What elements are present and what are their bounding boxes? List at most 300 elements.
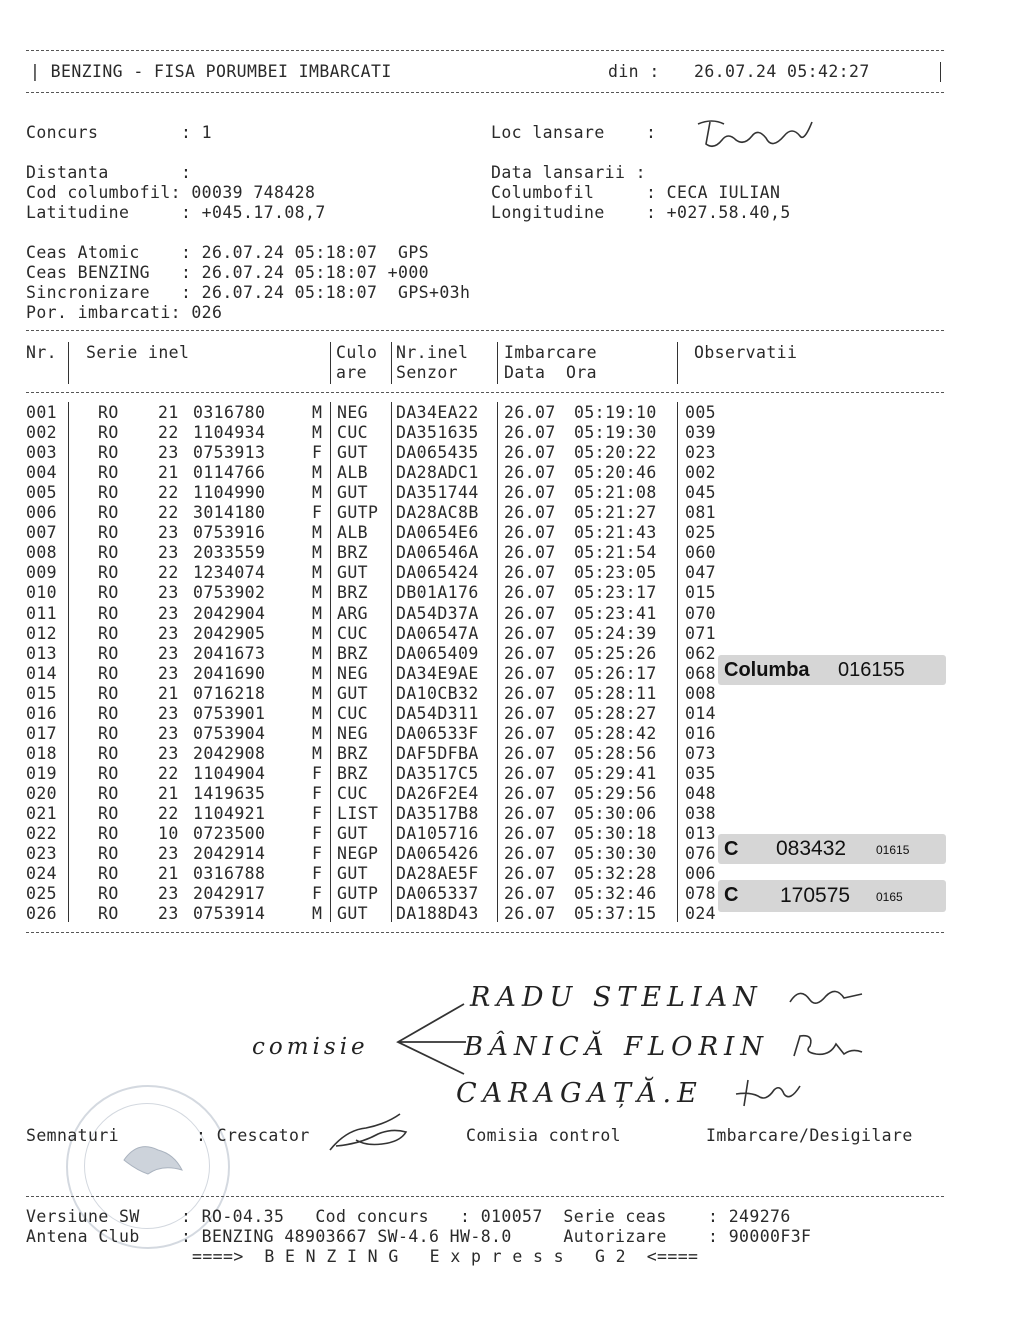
cell-ora: 05:37:15 — [574, 904, 657, 924]
cell-sex: F — [312, 844, 323, 864]
cell-sex: M — [312, 463, 323, 483]
body-bar-observatii — [677, 402, 678, 922]
cell-an: 23 — [158, 884, 179, 904]
table-row — [26, 724, 726, 744]
table-row — [26, 624, 726, 644]
cell-culoare: BRZ — [337, 743, 369, 763]
cell-obs: 047 — [685, 563, 717, 583]
cell-inel: 0753916 — [193, 523, 266, 543]
cell-ora: 05:21:27 — [574, 503, 657, 523]
cell-inel: 1419635 — [193, 783, 266, 803]
cell-sex: M — [312, 723, 323, 743]
cell-an: 22 — [158, 563, 179, 583]
cell-senzor: DA28AC8B — [396, 503, 479, 523]
rule-title — [26, 92, 944, 93]
cell-culoare: BRZ — [337, 543, 369, 563]
cell-inel: 0316780 — [193, 403, 266, 422]
cell-data: 26.07 — [504, 783, 556, 803]
cell-culoare: GUTP — [337, 503, 379, 523]
cell-an: 23 — [158, 844, 179, 864]
signature-2 — [790, 1030, 866, 1064]
cell-an: 23 — [158, 623, 179, 643]
cell-ora: 05:25:26 — [574, 643, 657, 663]
cell-sex: M — [312, 603, 323, 623]
columba-sticker-3 — [718, 880, 946, 912]
cell-tara: RO — [98, 443, 119, 463]
cell-culoare: GUT — [337, 443, 369, 463]
header-bar-observatii — [677, 342, 678, 384]
cell-inel: 2042908 — [193, 743, 266, 763]
cell-inel: 2042904 — [193, 603, 266, 623]
cell-senzor: DA34E9AE — [396, 663, 479, 683]
cell-data: 26.07 — [504, 703, 556, 723]
cell-an: 23 — [158, 543, 179, 563]
cell-sex: M — [312, 563, 323, 583]
cell-senzor: DA3517C5 — [396, 763, 479, 783]
commission-name-3: CARAGAȚĂ.E — [456, 1078, 703, 1109]
cell-obs: 048 — [685, 783, 717, 803]
cell-sex: M — [312, 403, 323, 422]
cell-tara: RO — [98, 723, 119, 743]
cell-senzor: DA54D37A — [396, 603, 479, 623]
cell-culoare: NEGP — [337, 844, 379, 864]
document-title: | BENZING - FISA PORUMBEI IMBARCATI — [30, 62, 392, 81]
cell-obs: 014 — [685, 703, 717, 723]
cell-data: 26.07 — [504, 443, 556, 463]
longitudine-field: Longitudine : +027.58.40,5 — [491, 203, 791, 222]
cell-senzor: DA3517B8 — [396, 804, 479, 823]
ceas-benzing-field: Ceas BENZING : 26.07.24 05:18:07 +000 — [26, 263, 430, 282]
cell-sex: M — [312, 423, 323, 443]
cell-inel: 0316788 — [193, 864, 266, 884]
col-header-culoare-1: Culo — [336, 343, 378, 362]
cell-nr: 008 — [26, 543, 58, 563]
cell-inel: 2042914 — [193, 844, 266, 864]
cell-ora: 05:23:17 — [574, 583, 657, 603]
cell-an: 23 — [158, 904, 179, 924]
cell-data: 26.07 — [504, 904, 556, 924]
cell-nr: 004 — [26, 463, 58, 483]
por-imbarcati-field: Por. imbarcati: 026 — [26, 303, 223, 322]
table-row — [26, 604, 726, 624]
cell-nr: 015 — [26, 683, 58, 703]
cell-tara: RO — [98, 503, 119, 523]
cell-sex: M — [312, 583, 323, 603]
sticker-3-small: 0165 — [876, 890, 903, 904]
cell-culoare: GUT — [337, 563, 369, 583]
cell-nr: 001 — [26, 403, 58, 422]
cell-tara: RO — [98, 804, 119, 823]
cell-tara: RO — [98, 763, 119, 783]
columba-sticker-1 — [718, 655, 946, 685]
footer-antena-line: Antena Club : BENZING 48903667 SW-4.6 HW-8.0 Autorizare : 90000F3F — [26, 1227, 812, 1246]
cell-inel: 2042917 — [193, 884, 266, 904]
cell-nr: 019 — [26, 763, 58, 783]
cell-senzor: DA351635 — [396, 423, 479, 443]
cell-an: 22 — [158, 423, 179, 443]
cell-inel: 1104990 — [193, 483, 266, 503]
cell-an: 21 — [158, 783, 179, 803]
cell-culoare: CUC — [337, 783, 369, 803]
cod-columbofil-field: Cod columbofil: 00039 748428 — [26, 183, 316, 202]
cell-sex: F — [312, 783, 323, 803]
cell-tara: RO — [98, 463, 119, 483]
col-header-observatii: Observatii — [694, 343, 798, 362]
cell-inel: 0716218 — [193, 683, 266, 703]
cell-obs: 023 — [685, 443, 717, 463]
cell-sex: M — [312, 623, 323, 643]
cell-ora: 05:32:28 — [574, 864, 657, 884]
cell-sex: F — [312, 804, 323, 823]
imbarcare-desigilare-label: Imbarcare/Desigilare — [706, 1126, 913, 1145]
cell-inel: 3014180 — [193, 503, 266, 523]
cell-culoare: ALB — [337, 523, 369, 543]
col-header-nr-inel-1: Nr.inel — [396, 343, 469, 362]
cell-tara: RO — [98, 563, 119, 583]
cell-an: 23 — [158, 663, 179, 683]
header-bar-culoare — [330, 342, 331, 384]
header-bar-nrinel — [391, 342, 392, 384]
col-header-serie-inel: Serie inel — [86, 343, 190, 362]
sticker-3-number: 170575 — [780, 884, 851, 907]
cell-nr: 018 — [26, 743, 58, 763]
cell-senzor: DA28AE5F — [396, 864, 479, 884]
cell-obs: 071 — [685, 623, 717, 643]
comisie-label: comisie — [252, 1034, 369, 1060]
cell-ora: 05:30:18 — [574, 824, 657, 844]
cell-obs: 013 — [685, 824, 717, 844]
cell-obs: 006 — [685, 864, 717, 884]
cell-culoare: NEG — [337, 403, 369, 422]
cell-sex: M — [312, 904, 323, 924]
cell-obs: 068 — [685, 663, 717, 683]
cell-an: 22 — [158, 804, 179, 823]
sticker-2-prefix: C — [724, 838, 739, 860]
distanta-field: Distanta : — [26, 163, 192, 182]
rule-table-header — [26, 392, 944, 393]
cell-culoare: CUC — [337, 423, 369, 443]
cell-inel: 0114766 — [193, 463, 266, 483]
cell-culoare: ARG — [337, 603, 369, 623]
cell-sex: F — [312, 864, 323, 884]
cell-ora: 05:19:30 — [574, 423, 657, 443]
cell-tara: RO — [98, 703, 119, 723]
concurs-field: Concurs : 1 — [26, 123, 213, 142]
cell-nr: 006 — [26, 503, 58, 523]
cell-tara: RO — [98, 483, 119, 503]
table-row — [26, 784, 726, 804]
comisia-control-label: Comisia control — [466, 1126, 622, 1145]
cell-tara: RO — [98, 844, 119, 864]
cell-inel: 1104904 — [193, 763, 266, 783]
cell-tara: RO — [98, 743, 119, 763]
cell-data: 26.07 — [504, 503, 556, 523]
cell-an: 23 — [158, 743, 179, 763]
cell-data: 26.07 — [504, 463, 556, 483]
cell-culoare: GUT — [337, 483, 369, 503]
cell-inel: 0753914 — [193, 904, 266, 924]
sticker-2-small: 01615 — [876, 843, 910, 857]
cell-tara: RO — [98, 783, 119, 803]
cell-data: 26.07 — [504, 683, 556, 703]
ceas-atomic-field: Ceas Atomic : 26.07.24 05:18:07 GPS — [26, 243, 430, 262]
cell-ora: 05:29:56 — [574, 783, 657, 803]
cell-data: 26.07 — [504, 723, 556, 743]
cell-sex: F — [312, 503, 323, 523]
cell-an: 23 — [158, 603, 179, 623]
col-header-culoare-2: are — [336, 363, 368, 382]
semnaturi-label: Semnaturi — [26, 1126, 120, 1145]
cell-sex: F — [312, 443, 323, 463]
cell-nr: 007 — [26, 523, 58, 543]
cell-senzor: DA34EA22 — [396, 403, 479, 422]
body-bar-nrinel — [391, 402, 392, 922]
cell-ora: 05:28:42 — [574, 723, 657, 743]
cell-culoare: GUT — [337, 824, 369, 844]
title-right-bar — [940, 62, 941, 82]
cell-ora: 05:28:56 — [574, 743, 657, 763]
table-row — [26, 483, 726, 503]
cell-data: 26.07 — [504, 763, 556, 783]
cell-obs: 016 — [685, 723, 717, 743]
cell-nr: 012 — [26, 623, 58, 643]
cell-tara: RO — [98, 403, 119, 422]
cell-ora: 05:21:08 — [574, 483, 657, 503]
sincronizare-field: Sincronizare : 26.07.24 05:18:07 GPS+03h — [26, 283, 471, 302]
cell-ora: 05:29:41 — [574, 763, 657, 783]
cell-senzor: DA065337 — [396, 884, 479, 904]
cell-culoare: GUT — [337, 904, 369, 924]
cell-nr: 013 — [26, 643, 58, 663]
table-row — [26, 824, 726, 844]
cell-obs: 076 — [685, 844, 717, 864]
cell-an: 21 — [158, 403, 179, 422]
sticker-3-prefix: C — [724, 884, 739, 906]
cell-an: 21 — [158, 864, 179, 884]
cell-inel: 0753913 — [193, 443, 266, 463]
cell-ora: 05:23:05 — [574, 563, 657, 583]
cell-an: 23 — [158, 523, 179, 543]
cell-tara: RO — [98, 683, 119, 703]
comisie-bracket — [392, 998, 472, 1078]
table-row — [26, 864, 726, 884]
table-row — [26, 764, 726, 784]
cell-ora: 05:20:46 — [574, 463, 657, 483]
cell-culoare: GUT — [337, 864, 369, 884]
cell-culoare: BRZ — [337, 763, 369, 783]
signature-3 — [730, 1072, 806, 1112]
cell-nr: 011 — [26, 603, 58, 623]
cell-culoare: ALB — [337, 463, 369, 483]
cell-data: 26.07 — [504, 583, 556, 603]
cell-data: 26.07 — [504, 743, 556, 763]
cell-nr: 025 — [26, 884, 58, 904]
cell-senzor: DA26F2E4 — [396, 783, 479, 803]
cell-culoare: GUT — [337, 683, 369, 703]
cell-obs: 073 — [685, 743, 717, 763]
footer-versiune-line: Versiune SW : RO-04.35 Cod concurs : 010057 Serie ceas : 249276 — [26, 1207, 791, 1226]
cell-sex: M — [312, 743, 323, 763]
cell-sex: M — [312, 523, 323, 543]
cell-senzor: DA0654E6 — [396, 523, 479, 543]
table-row — [26, 884, 726, 904]
cell-nr: 024 — [26, 864, 58, 884]
cell-sex: M — [312, 643, 323, 663]
cell-senzor: DA065409 — [396, 643, 479, 663]
table-row — [26, 403, 726, 423]
cell-sex: M — [312, 483, 323, 503]
cell-inel: 1104921 — [193, 804, 266, 823]
cell-obs: 060 — [685, 543, 717, 563]
cell-nr: 017 — [26, 723, 58, 743]
cell-ora: 05:30:06 — [574, 804, 657, 823]
col-header-imbarcare-1: Imbarcare — [504, 343, 598, 362]
crescator-label: : Crescator — [196, 1126, 310, 1145]
cell-inel: 2041673 — [193, 643, 266, 663]
cell-an: 21 — [158, 683, 179, 703]
cell-obs: 024 — [685, 904, 717, 924]
cell-inel: 2042905 — [193, 623, 266, 643]
cell-obs: 005 — [685, 403, 717, 422]
cell-senzor: DAF5DFBA — [396, 743, 479, 763]
cell-senzor: DA188D43 — [396, 904, 479, 924]
cell-senzor: DA065426 — [396, 844, 479, 864]
cell-senzor: DA105716 — [396, 824, 479, 844]
cell-an: 22 — [158, 483, 179, 503]
cell-nr: 020 — [26, 783, 58, 803]
table-row — [26, 804, 726, 824]
cell-an: 21 — [158, 463, 179, 483]
table-row — [26, 684, 726, 704]
cell-inel: 0753902 — [193, 583, 266, 603]
table-row — [26, 644, 726, 664]
cell-sex: F — [312, 763, 323, 783]
cell-sex: M — [312, 663, 323, 683]
cell-obs: 070 — [685, 603, 717, 623]
footer-brand-line: ====> B E N Z I N G E x p r e s s G 2 <==== — [192, 1247, 699, 1266]
cell-obs: 025 — [685, 523, 717, 543]
table-row — [26, 463, 726, 483]
cell-an: 23 — [158, 643, 179, 663]
cell-tara: RO — [98, 543, 119, 563]
cell-sex: M — [312, 543, 323, 563]
table-row — [26, 523, 726, 543]
cell-tara: RO — [98, 643, 119, 663]
cell-nr: 021 — [26, 804, 58, 823]
cell-ora: 05:28:11 — [574, 683, 657, 703]
cell-ora: 05:19:10 — [574, 403, 657, 422]
signature-1 — [786, 984, 866, 1014]
cell-senzor: DA065424 — [396, 563, 479, 583]
cell-obs: 045 — [685, 483, 717, 503]
cell-obs: 039 — [685, 423, 717, 443]
cell-data: 26.07 — [504, 523, 556, 543]
cell-an: 23 — [158, 723, 179, 743]
cell-nr: 010 — [26, 583, 58, 603]
cell-culoare: LIST — [337, 804, 379, 823]
cell-inel: 0753904 — [193, 723, 266, 743]
cell-nr: 009 — [26, 563, 58, 583]
sticker-1-number: 016155 — [838, 659, 905, 681]
cell-culoare: NEG — [337, 723, 369, 743]
cell-inel: 0753901 — [193, 703, 266, 723]
cell-an: 23 — [158, 583, 179, 603]
cell-culoare: BRZ — [337, 583, 369, 603]
cell-sex: M — [312, 683, 323, 703]
cell-culoare: GUTP — [337, 884, 379, 904]
cell-sex: M — [312, 703, 323, 723]
cell-tara: RO — [98, 884, 119, 904]
cell-obs: 015 — [685, 583, 717, 603]
cell-ora: 05:28:27 — [574, 703, 657, 723]
cell-senzor: DA351744 — [396, 483, 479, 503]
cell-data: 26.07 — [504, 423, 556, 443]
cell-tara: RO — [98, 423, 119, 443]
cell-culoare: BRZ — [337, 643, 369, 663]
cell-senzor: DA54D311 — [396, 703, 479, 723]
sticker-1-prefix: Columba — [724, 659, 810, 681]
seal-pigeon-icon — [118, 1130, 188, 1190]
cell-culoare: CUC — [337, 703, 369, 723]
cell-nr: 002 — [26, 423, 58, 443]
cell-tara: RO — [98, 904, 119, 924]
cell-sex: F — [312, 824, 323, 844]
cell-obs: 038 — [685, 804, 717, 823]
cell-tara: RO — [98, 623, 119, 643]
cell-data: 26.07 — [504, 824, 556, 844]
cell-ora: 05:23:41 — [574, 603, 657, 623]
cell-inel: 1104934 — [193, 423, 266, 443]
cell-data: 26.07 — [504, 403, 556, 422]
col-header-nr-inel-2: Senzor — [396, 363, 459, 382]
cell-tara: RO — [98, 663, 119, 683]
col-header-imbarcare-2: Data Ora — [504, 363, 598, 382]
cell-ora: 05:21:43 — [574, 523, 657, 543]
header-bar-imbarcare — [497, 342, 498, 384]
cell-data: 26.07 — [504, 643, 556, 663]
cell-ora: 05:26:17 — [574, 663, 657, 683]
loc-lansare-handwriting — [692, 114, 822, 154]
crescator-signature — [326, 1110, 410, 1156]
cell-senzor: DB01A176 — [396, 583, 479, 603]
cell-sex: F — [312, 884, 323, 904]
cell-data: 26.07 — [504, 864, 556, 884]
table-row — [26, 583, 726, 603]
body-bar-nr — [68, 402, 69, 922]
cell-data: 26.07 — [504, 563, 556, 583]
cell-nr: 016 — [26, 703, 58, 723]
cell-data: 26.07 — [504, 483, 556, 503]
commission-name-2: BÂNICĂ FLORIN — [464, 1032, 770, 1062]
latitudine-field: Latitudine : +045.17.08,7 — [26, 203, 326, 222]
cell-senzor: DA28ADC1 — [396, 463, 479, 483]
cell-data: 26.07 — [504, 543, 556, 563]
cell-nr: 003 — [26, 443, 58, 463]
cell-obs: 035 — [685, 763, 717, 783]
cell-tara: RO — [98, 603, 119, 623]
col-header-nr: Nr. — [26, 343, 58, 362]
cell-data: 26.07 — [504, 663, 556, 683]
commission-name-1: RADU STELIAN — [470, 982, 763, 1013]
data-lansarii-field: Data lansarii : — [491, 163, 647, 182]
cell-inel: 0723500 — [193, 824, 266, 844]
din-label: din : — [608, 62, 660, 81]
table-row — [26, 443, 726, 463]
report-datetime: 26.07.24 05:42:27 — [694, 62, 870, 81]
cell-culoare: CUC — [337, 623, 369, 643]
rule-top — [26, 50, 944, 51]
cell-senzor: DA06546A — [396, 543, 479, 563]
